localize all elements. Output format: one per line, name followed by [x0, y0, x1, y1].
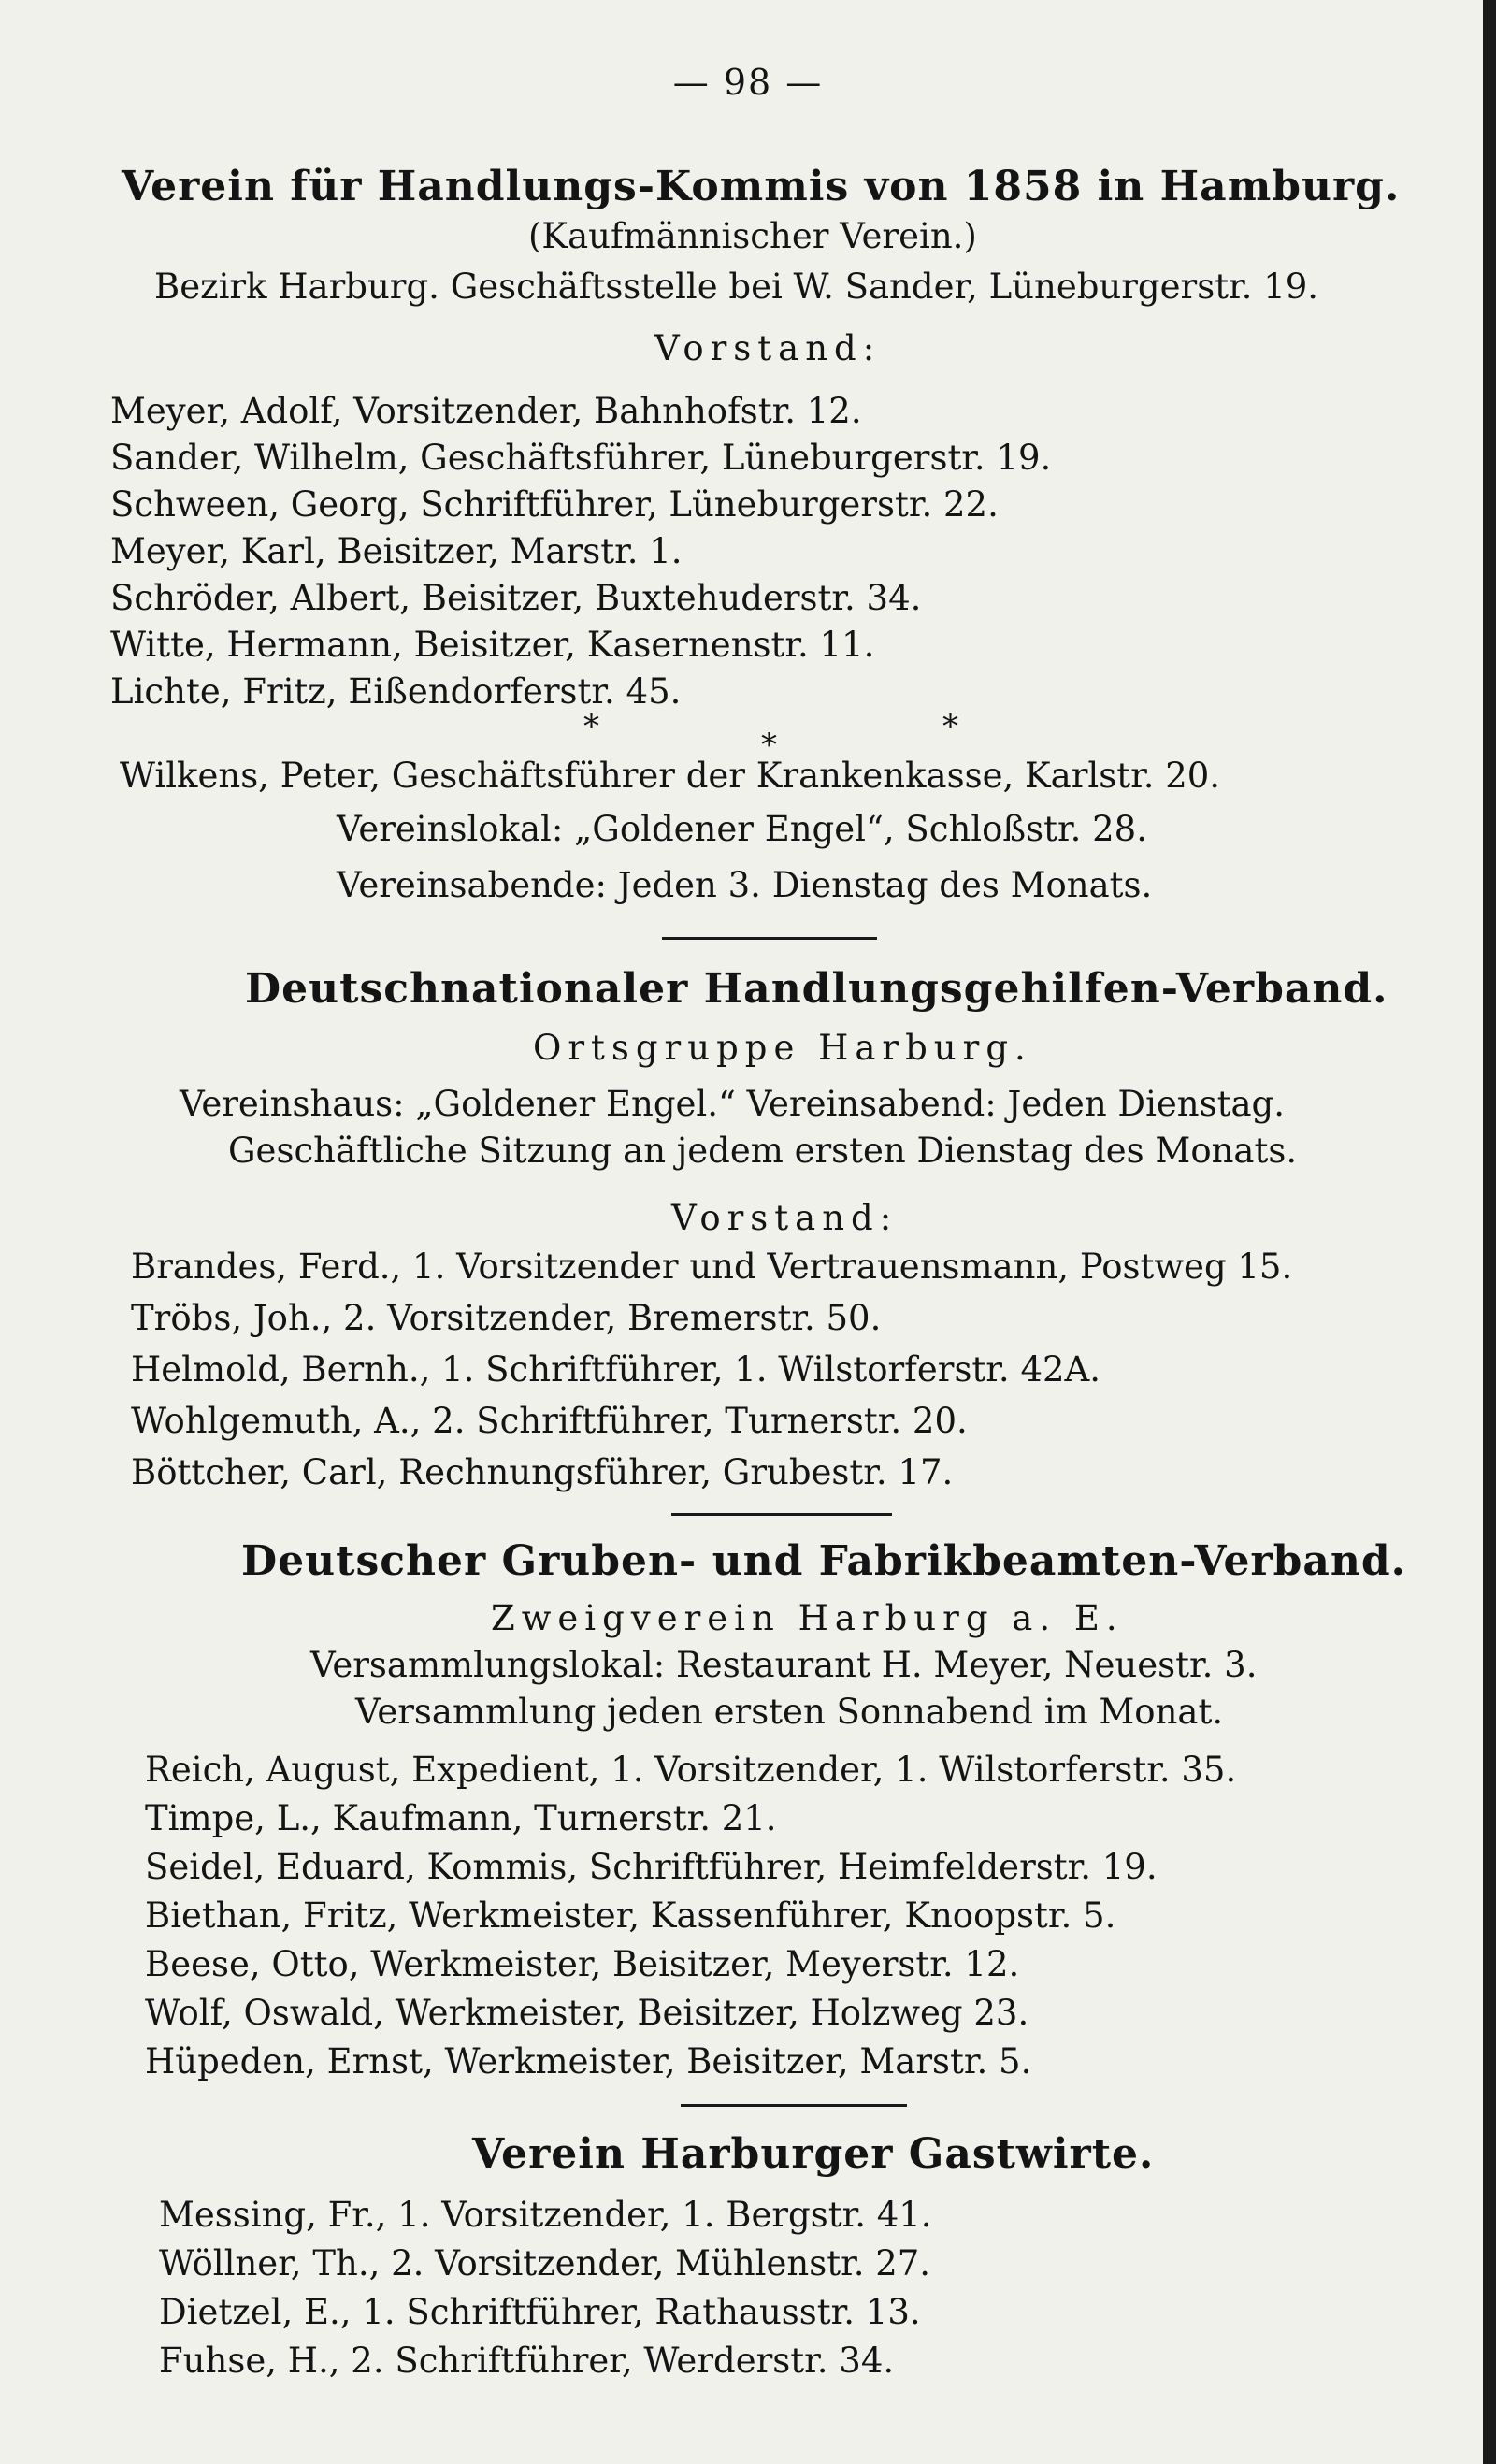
separator-star: *: [942, 708, 958, 745]
section4-member: Wöllner, Th., 2. Vorsitzender, Mühlenstr. 27.: [159, 2243, 931, 2284]
section2-board-heading: Vorstand:: [671, 1198, 899, 1238]
section3-member: Hüpeden, Ernst, Werkmeister, Beisitzer, Marstr. 5.: [145, 2041, 1032, 2082]
section1-member: Meyer, Karl, Beisitzer, Marstr. 1.: [110, 531, 683, 571]
section4-member: Dietzel, E., 1. Schriftführer, Rathausstr. 13.: [159, 2292, 921, 2332]
section3-member: Beese, Otto, Werkmeister, Beisitzer, Meyerstr. 12.: [145, 1944, 1020, 1984]
divider-rule: [662, 937, 877, 940]
section2-member: Böttcher, Carl, Rechnungsführer, Grubestr. 17.: [131, 1452, 954, 1492]
section3-member: Wolf, Oswald, Werkmeister, Beisitzer, Holzweg 23.: [145, 1993, 1029, 2033]
section1-member: Schween, Georg, Schriftführer, Lüneburgerstr. 22.: [110, 484, 999, 525]
section2-info1: Vereinshaus: „Goldener Engel.“ Vereinsabend: Jeden Dienstag.: [180, 1084, 1285, 1124]
section1-member: Schröder, Albert, Beisitzer, Buxtehuderstr. 34.: [110, 578, 922, 618]
separator-star: *: [583, 708, 599, 745]
section1-member: Sander, Wilhelm, Geschäftsführer, Lüneburgerstr. 19.: [110, 438, 1052, 478]
section2-subtitle: Ortsgruppe Harburg.: [533, 1028, 1032, 1068]
section3-info2: Versammlung jeden ersten Sonnabend im Monat.: [355, 1692, 1224, 1732]
section1-member: Witte, Hermann, Beisitzer, Kasernenstr. 11.: [110, 625, 875, 665]
section1-evenings: Vereinsabende: Jeden 3. Dienstag des Monats.: [337, 865, 1153, 905]
section3-title: Deutscher Gruben- und Fabrikbeamten-Verband.: [241, 1537, 1406, 1585]
section2-title: Deutschnationaler Handlungsgehilfen-Verband.: [245, 965, 1388, 1013]
section3-subtitle: Zweigverein Harburg a. E.: [491, 1598, 1124, 1638]
separator-star: *: [761, 727, 777, 764]
section1-venue: Vereinslokal: „Goldener Engel“, Schloßstr. 28.: [337, 809, 1147, 849]
section3-member: Seidel, Eduard, Kommis, Schriftführer, Heimfelderstr. 19.: [145, 1847, 1158, 1887]
section3-member: Biethan, Fritz, Werkmeister, Kassenführer, Knoopstr. 5.: [145, 1895, 1116, 1936]
section3-member: Reich, August, Expedient, 1. Vorsitzender, 1. Wilstorferstr. 35.: [145, 1750, 1237, 1790]
section2-member: Wohlgemuth, A., 2. Schriftführer, Turnerstr. 20.: [131, 1401, 968, 1441]
section1-subtitle: (Kaufmännischer Verein.): [528, 216, 977, 256]
divider-rule: [681, 2104, 907, 2107]
section2-member: Tröbs, Joh., 2. Vorsitzender, Bremerstr. 50.: [131, 1298, 882, 1338]
section1-board-heading: Vorstand:: [654, 328, 882, 368]
section2-member: Brandes, Ferd., 1. Vorsitzender und Vertrauensmann, Postweg 15.: [131, 1246, 1293, 1287]
section1-member: Lichte, Fritz, Eißendorferstr. 45.: [110, 671, 682, 712]
section2-member: Helmold, Bernh., 1. Schriftführer, 1. Wilstorferstr. 42A.: [131, 1349, 1101, 1390]
section3-member: Timpe, L., Kaufmann, Turnerstr. 21.: [145, 1798, 777, 1838]
section1-title: Verein für Handlungs-Kommis von 1858 in Hamburg.: [122, 163, 1401, 210]
section1-member: Meyer, Adolf, Vorsitzender, Bahnhofstr. 12.: [110, 391, 862, 431]
page-number: — 98 —: [672, 62, 824, 103]
section4-member: Fuhse, H., 2. Schriftführer, Werderstr. 34.: [159, 2341, 895, 2381]
divider-rule: [671, 1513, 892, 1516]
section1-extra-member: Wilkens, Peter, Geschäftsführer der Krankenkasse, Karlstr. 20.: [120, 756, 1221, 796]
section4-title: Verein Harburger Gastwirte.: [472, 2130, 1155, 2178]
section3-info1: Versammlungslokal: Restaurant H. Meyer, Neuestr. 3.: [310, 1645, 1258, 1685]
section1-district: Bezirk Harburg. Geschäftsstelle bei W. Sander, Lüneburgerstr. 19.: [154, 267, 1319, 307]
section2-info2: Geschäftliche Sitzung an jedem ersten Dienstag des Monats.: [228, 1131, 1298, 1171]
section4-member: Messing, Fr., 1. Vorsitzender, 1. Bergstr. 41.: [159, 2195, 932, 2235]
